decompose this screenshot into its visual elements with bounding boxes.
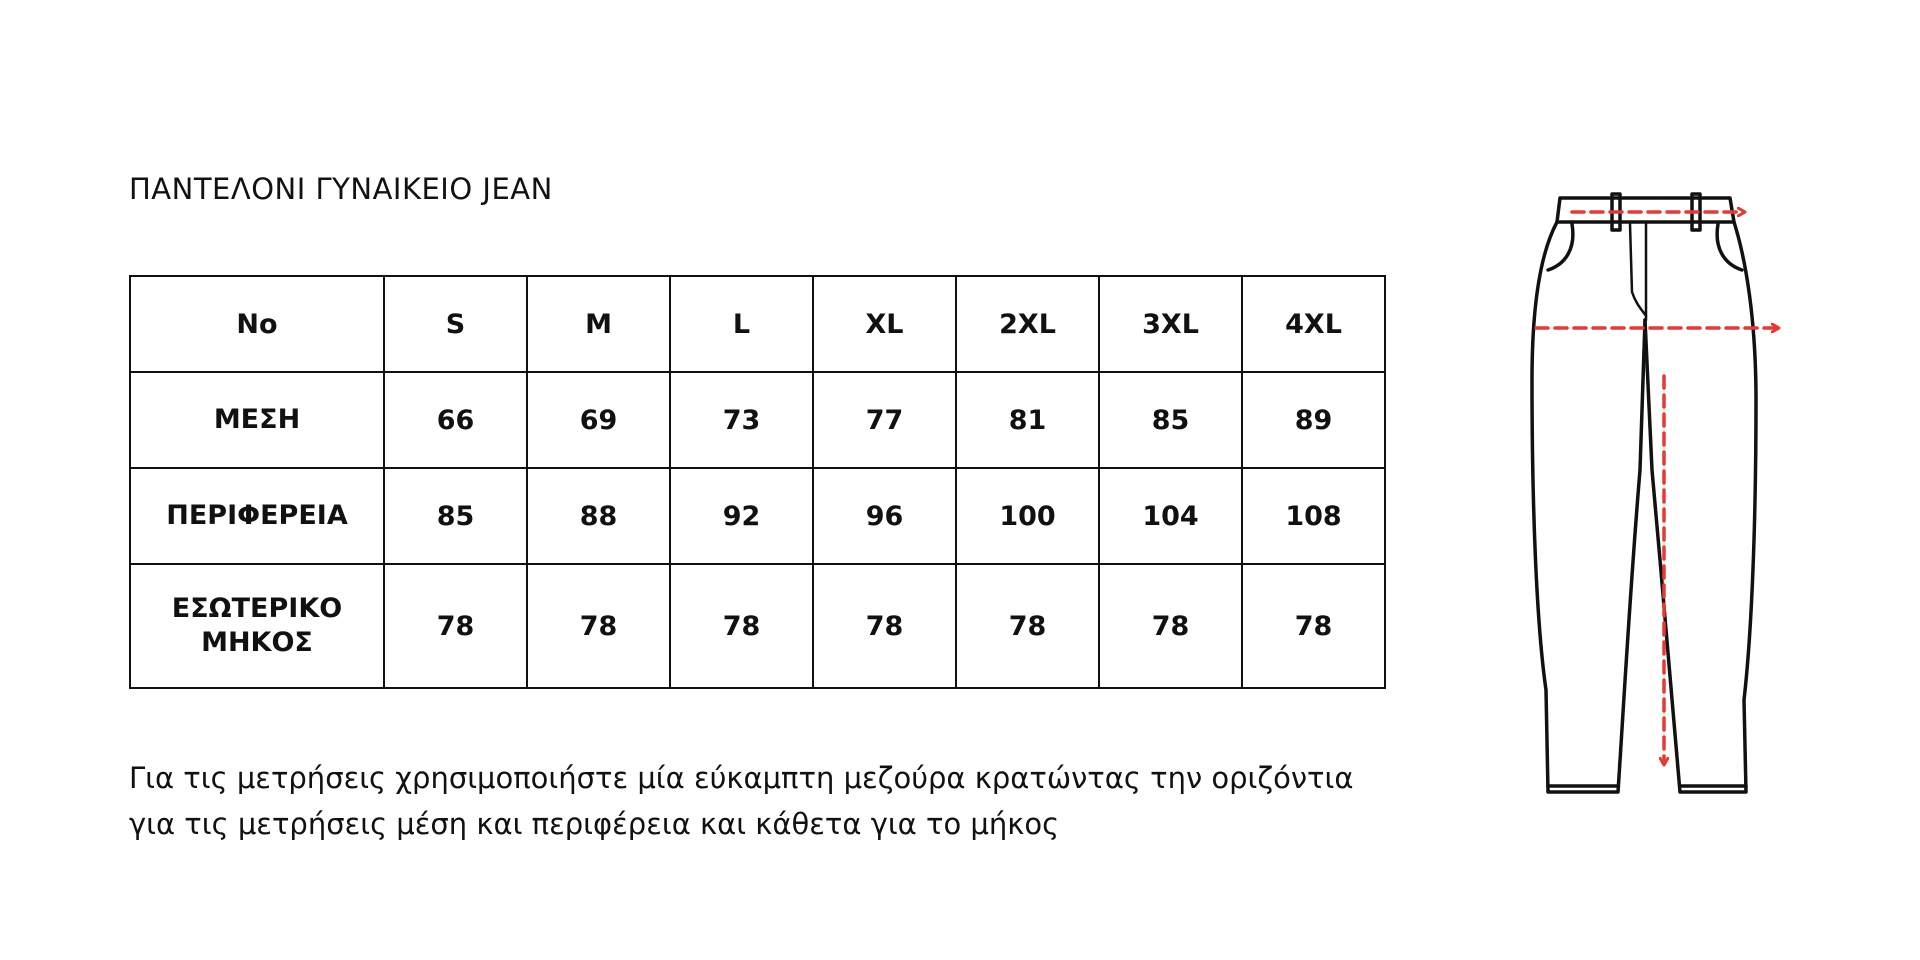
header-cell-size: L	[670, 276, 813, 372]
row-label: ΠΕΡΙΦΕΡΕΙΑ	[130, 468, 384, 564]
table-cell: 85	[384, 468, 527, 564]
header-cell-size: S	[384, 276, 527, 372]
table-cell: 88	[527, 468, 670, 564]
table-header-row	[130, 276, 1385, 372]
table-cell: 78	[813, 564, 956, 688]
table-cell: 92	[670, 468, 813, 564]
table-cell: 100	[956, 468, 1099, 564]
measurement-note	[129, 755, 1353, 847]
header-cell-size: 3XL	[1099, 276, 1242, 372]
table-cell: 77	[813, 372, 956, 468]
header-cell-size: 2XL	[956, 276, 1099, 372]
jeans-measurement-icon	[1520, 180, 1820, 800]
table-cell: 78	[527, 564, 670, 688]
row-label-line: ΜΗΚΟΣ	[201, 627, 313, 658]
table-cell: 85	[1099, 372, 1242, 468]
note-line: για τις μετρήσεις μέση και περιφέρεια και κάθετα για το μήκος	[129, 807, 1060, 841]
note-line: Για τις μετρήσεις χρησιμοποιήστε μία εύκαμπτη μεζούρα κρατώντας την οριζόντια	[129, 761, 1354, 795]
table-cell: 96	[813, 468, 956, 564]
header-cell-no: No	[130, 276, 384, 372]
table-cell: 78	[670, 564, 813, 688]
table-row-waist	[130, 372, 1385, 468]
header-cell-size: 4XL	[1242, 276, 1385, 372]
table-cell: 73	[670, 372, 813, 468]
table-cell: 104	[1099, 468, 1242, 564]
table-row-inseam	[130, 564, 1385, 688]
size-table	[129, 275, 1386, 689]
table-cell: 78	[1099, 564, 1242, 688]
table-cell: 78	[384, 564, 527, 688]
header-cell-size: XL	[813, 276, 956, 372]
table-cell: 108	[1242, 468, 1385, 564]
table-cell: 66	[384, 372, 527, 468]
row-label	[130, 564, 384, 688]
table-cell: 69	[527, 372, 670, 468]
row-label-line: ΕΣΩΤΕΡΙΚΟ	[171, 593, 343, 624]
header-cell-size: M	[527, 276, 670, 372]
table-row-hips	[130, 468, 1385, 564]
table-cell: 81	[956, 372, 1099, 468]
table-cell: 78	[1242, 564, 1385, 688]
table-cell: 78	[956, 564, 1099, 688]
table-cell: 89	[1242, 372, 1385, 468]
page-title: ΠΑΝΤΕΛΟΝΙ ΓΥΝΑΙΚΕΙΟ JEAN	[129, 172, 553, 206]
row-label: ΜΕΣΗ	[130, 372, 384, 468]
